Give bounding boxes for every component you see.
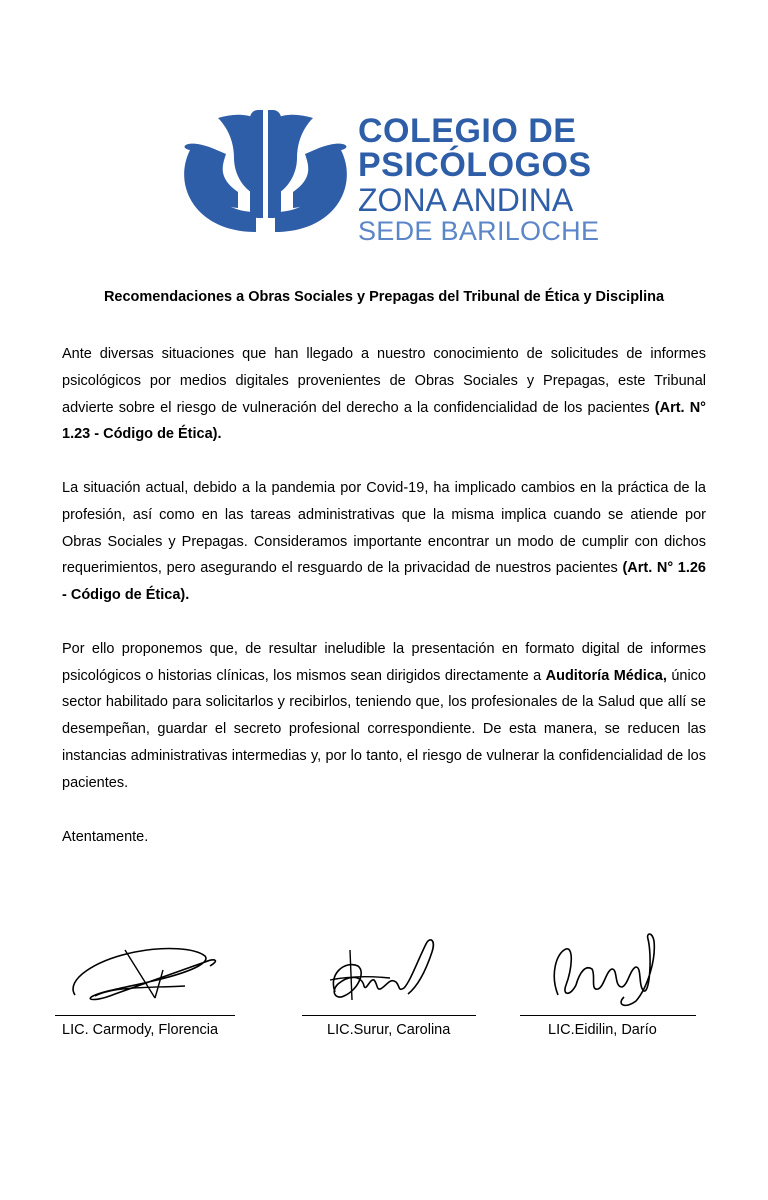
closing-text: Atentamente. <box>62 829 149 845</box>
signature-block-3 <box>520 925 700 1050</box>
paragraph-3-bold: Auditoría Médica, <box>545 667 667 684</box>
signature-line-1 <box>55 1015 235 1016</box>
signature-line-3 <box>520 1015 696 1016</box>
signatory-name-1: LIC. Carmody, Florencia <box>62 1022 219 1038</box>
handwritten-signature-1 <box>55 930 245 1010</box>
handwritten-signature-3 <box>520 925 700 1010</box>
signature-block-1 <box>55 930 245 1050</box>
paragraph-2-text: La situación actual, debido a la pandemia por Covid-19, ha implicado cambios en la práctica de la profesión, así como en las tareas administrativas que la misma implica cuando se atiende por Obras Sociales y Prepagas. Consideramos importante encontrar un modo de cumplir con dichos requerimientos, pero asegurando el resguardo de la privacidad de nuestros pacientes <box>62 479 706 577</box>
signatory-name-3: LIC.Eidilin, Darío <box>548 1022 657 1038</box>
paragraph-2 <box>62 475 706 609</box>
handwritten-signature-2 <box>300 930 480 1010</box>
signature-block-2 <box>300 930 480 1050</box>
document-title: Recomendaciones a Obras Sociales y Prepagas del Tribunal de Ética y Disciplina <box>103 289 665 305</box>
psi-symbol-icon <box>178 108 353 234</box>
paragraph-3-text-end: único sector habilitado para solicitarlos y recibirlos, teniendo que, los profesionales de la Salud que allí se desempeñan, guardar el secreto profesional correspondiente. De esta manera, se reducen las instancias administrativas intermedias y, por lo tanto, el riesgo de vulnerar la confidencialidad de los pacientes. <box>62 667 706 791</box>
logo-line-zone: ZONA ANDINA <box>358 182 574 218</box>
paragraph-1 <box>62 341 706 448</box>
paragraph-1-text: Ante diversas situaciones que han llegado a nuestro conocimiento de solicitudes de informes psicológicos por medios digitales provenientes de Obras Sociales y Prepagas, este Tribunal advierte sobre el riesgo de vulneración del derecho a la confidencialidad de los pacientes <box>62 346 706 416</box>
signatory-name-2: LIC.Surur, Carolina <box>327 1022 451 1038</box>
logo-line-college: COLEGIO DE <box>358 112 577 150</box>
document-body <box>62 341 706 823</box>
paragraph-3 <box>62 636 706 797</box>
logo-line-seat: SEDE BARILOCHE <box>358 216 600 246</box>
signature-line-2 <box>302 1015 476 1016</box>
logo-line-psychologists: PSICÓLOGOS <box>358 146 592 184</box>
college-logo <box>178 108 600 246</box>
logo-wordmark <box>358 114 599 245</box>
paragraph-3-text-start: Por ello proponemos que, de resultar ineludible la presentación en formato digital de informes psicológicos o historias clínicas, los mismos sean dirigidos directamente a <box>62 640 706 684</box>
paragraph-2-reference: (Art. N° 1.26 - Código de Ética). <box>62 560 706 604</box>
paragraph-1-reference: (Art. N° 1.23 - Código de Ética). <box>62 399 706 443</box>
